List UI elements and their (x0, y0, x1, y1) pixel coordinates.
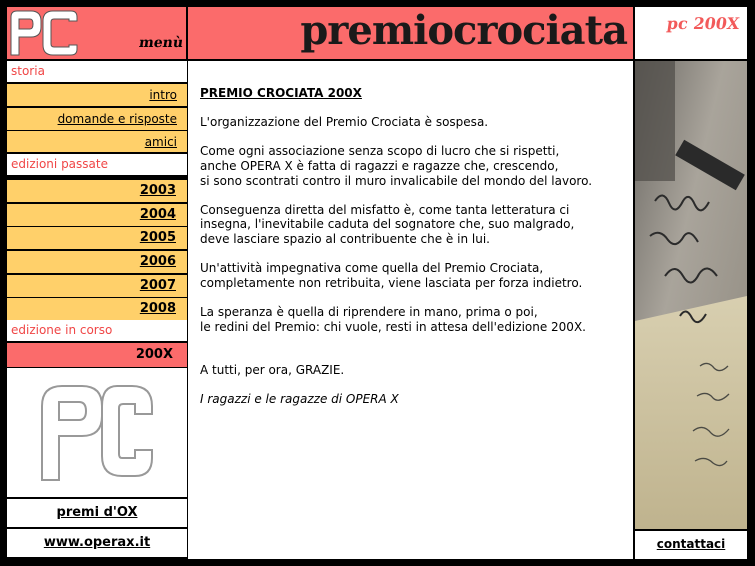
paragraph: Come ogni associazione senza scopo di lucro che si rispetti, anche OPERA X è fatta di ragazzi e ragazze che, crescendo, si sono scontrati contro il muro invalicabile del mondo del lavoro. (200, 144, 593, 188)
nav-year-2005[interactable]: 2005 (7, 227, 187, 249)
decorative-photo (635, 61, 747, 529)
paragraph: L'organizzazione del Premio Crociata è sospesa. (200, 115, 489, 130)
handwritten-letter-image (635, 61, 747, 529)
pc-logo-box (7, 368, 187, 497)
paragraph: Conseguenza diretta del misfatto è, come tanta letteratura ci insegna, l'inevitabile caduta del sognatore che, suo malgrado, deve lasciare spazio al contribuente che è in lui. (200, 202, 575, 246)
section-edizione-in-corso: edizione in corso (7, 320, 187, 341)
contact-label: contattaci (656, 537, 726, 551)
nav-intro[interactable]: intro (7, 84, 187, 106)
site-banner (188, 7, 633, 59)
paragraph: La speranza è quella di riprendere in mano, prima o poi, le redini del Premio: chi vuole, resti in attesa dell'edizione 200X. (200, 304, 586, 334)
edition-tag: pc 200X (665, 14, 741, 33)
nav-year-2003[interactable]: 2003 (7, 180, 187, 202)
site-title: premiocrociata (300, 7, 627, 54)
nav-year-2008[interactable]: 2008 (7, 298, 187, 320)
nav-year-2004[interactable]: 2004 (7, 204, 187, 226)
signature: I ragazzi e le ragazze di OPERA X (200, 392, 399, 407)
page-title: PREMIO CROCIATA 200X (200, 86, 362, 100)
nav-year-2007[interactable]: 2007 (7, 275, 187, 297)
nav-domande-e-risposte[interactable]: domande e risposte (7, 108, 187, 130)
nav-year-2006[interactable]: 2006 (7, 251, 187, 273)
contact-link[interactable] (635, 531, 747, 559)
section-edizioni-passate: edizioni passate (7, 154, 187, 175)
nav-amici[interactable]: amici (7, 131, 187, 153)
edition-badge[interactable] (635, 7, 747, 59)
pc-logo-icon (7, 7, 186, 59)
section-storia: storia (7, 61, 187, 82)
link-operax-site[interactable]: www.operax.it (7, 529, 187, 557)
paragraph: Un'attività impegnativa come quella del Premio Crociata, completamente non retribuita, viene lasciata per forza indietro. (200, 261, 583, 290)
site-logo[interactable] (7, 7, 186, 59)
nav-current-edition[interactable]: 200X (7, 343, 187, 367)
pc-outline-logo-icon (7, 368, 187, 497)
menu-label: menù (137, 35, 185, 51)
main-content (188, 61, 633, 559)
link-premi-dox[interactable]: premi d'OX (7, 499, 187, 527)
sidebar (7, 61, 187, 559)
thanks-line: A tutti, per ora, GRAZIE. (200, 363, 345, 378)
